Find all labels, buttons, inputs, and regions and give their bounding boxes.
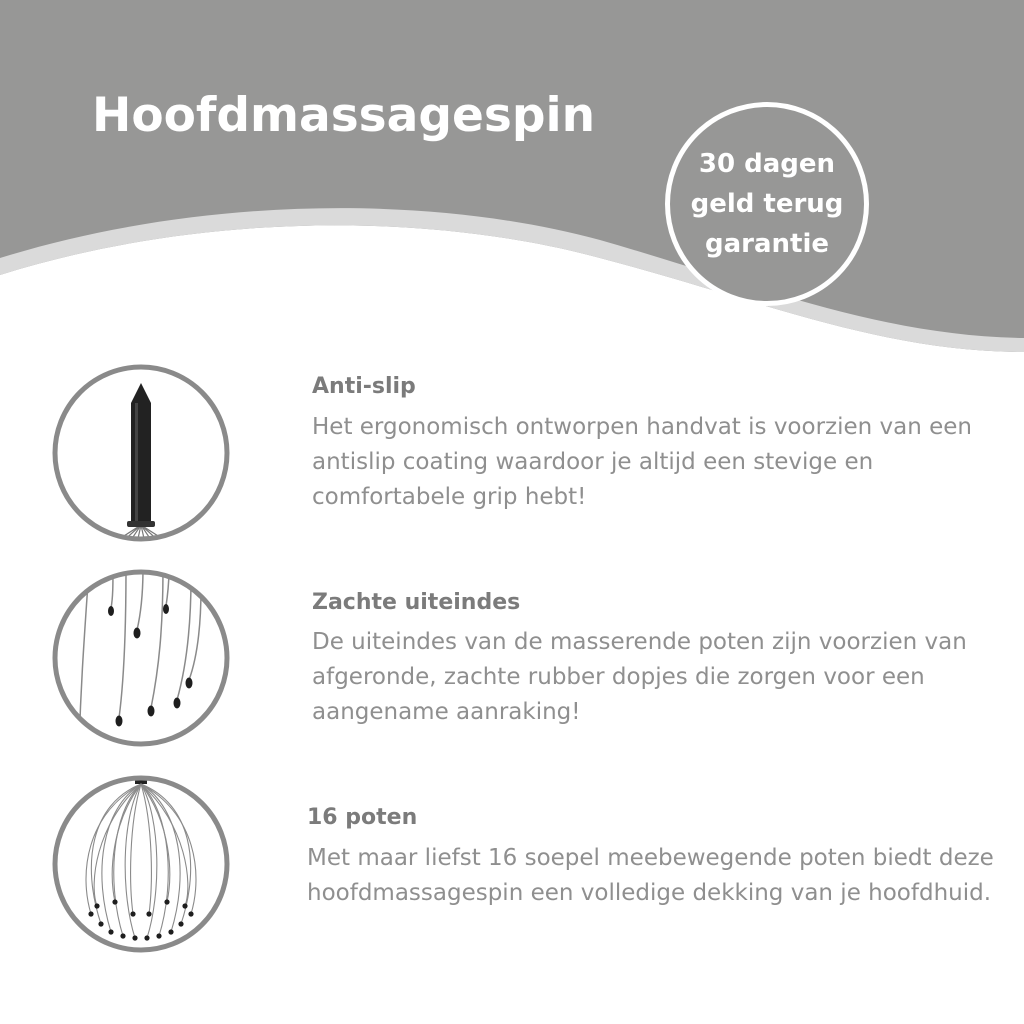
feature-description-soft-tips: De uiteindes van de masserende poten zijn voorzien van afgeronde, zachte rubber dopjes die zorgen voor een aangename aanraking! bbox=[312, 629, 967, 725]
feature-description-16-legs: Met maar liefst 16 soepel meebewegende poten biedt deze hoofdmassagespin een volledige dekking van je hoofdhuid. bbox=[307, 845, 994, 906]
feature-title-soft-tips: Zachte uiteindes bbox=[312, 590, 521, 615]
header-gray-shape bbox=[0, 0, 1024, 352]
guarantee-badge bbox=[665, 102, 869, 306]
whole-massager-image bbox=[51, 774, 231, 954]
feature-title-anti-slip: Anti-slip bbox=[312, 374, 416, 399]
feature-title-16-legs: 16 poten bbox=[307, 805, 418, 830]
badge-line-1: 30 dagen bbox=[698, 149, 836, 179]
header-background bbox=[0, 0, 1024, 380]
page-title: Hoofdmassagespin bbox=[92, 88, 596, 143]
badge-line-3: garantie bbox=[704, 229, 829, 259]
badge-line-2: geld terug bbox=[690, 189, 844, 219]
feature-description-anti-slip: Het ergonomisch ontworpen handvat is voorzien van een antislip coating waardoor je altijd een stevige en comfortabele grip hebt! bbox=[312, 414, 973, 510]
tips-closeup-image bbox=[51, 568, 231, 748]
handle-closeup-image bbox=[51, 363, 231, 543]
